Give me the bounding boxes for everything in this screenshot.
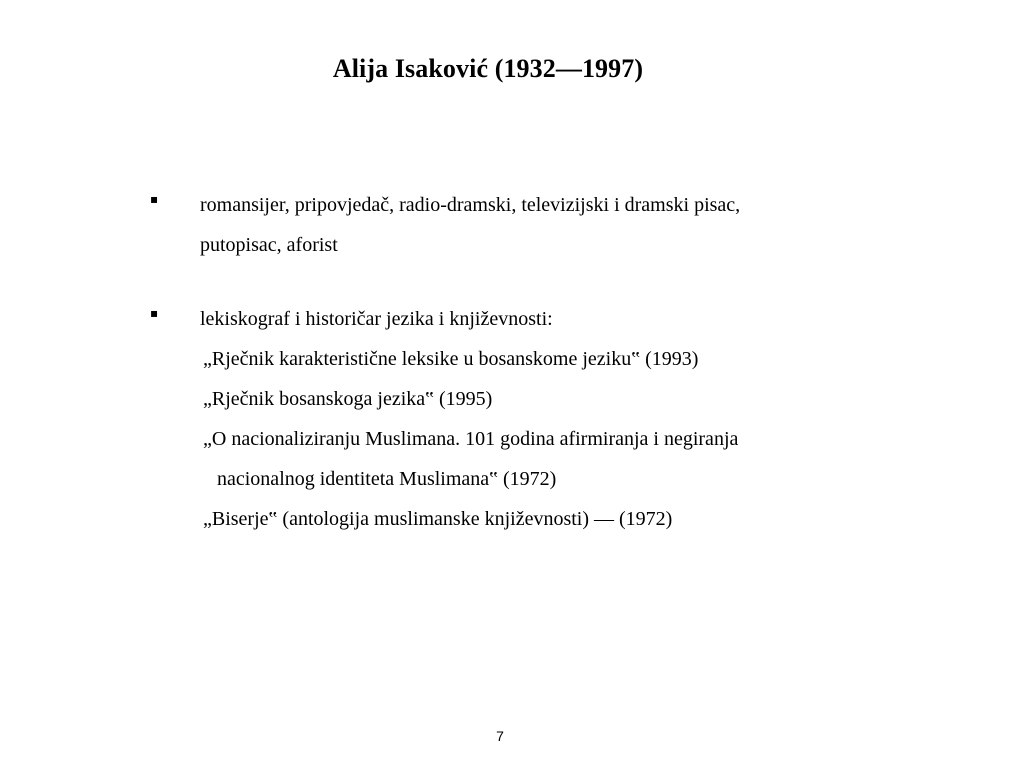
bullet-line: lekiskograf i historičar jezika i književnosti: bbox=[200, 308, 553, 330]
bullet-line: putopisac, aforist bbox=[200, 234, 338, 256]
bullet-lexicographer bbox=[150, 299, 910, 539]
work-item: „Rječnik karakteristične leksike u bosanskome jeziku‟ (1993) bbox=[203, 348, 699, 370]
square-bullet-icon: ▪ bbox=[150, 192, 159, 206]
work-item: „Rječnik bosanskoga jezika‟ (1995) bbox=[203, 388, 493, 410]
works-list bbox=[150, 339, 910, 539]
slide-title: Alija Isaković (1932—1997) bbox=[332, 54, 644, 83]
square-bullet-icon: ▪ bbox=[150, 306, 159, 320]
page-number: 7 bbox=[496, 728, 504, 744]
work-item-continuation: nacionalnog identiteta Muslimana‟ (1972) bbox=[217, 468, 557, 490]
work-item: „Biserje‟ (antologija muslimanske književnosti) — (1972) bbox=[203, 508, 673, 530]
bullet-roles bbox=[150, 185, 910, 265]
bullet-row bbox=[150, 185, 910, 265]
bullet-row bbox=[150, 299, 910, 339]
work-item: „O nacionaliziranju Muslimana. 101 godina afirmiranja i negiranja bbox=[203, 428, 739, 450]
bullet-line: romansijer, pripovjedač, radio-dramski, televizijski i dramski pisac, bbox=[200, 194, 741, 216]
